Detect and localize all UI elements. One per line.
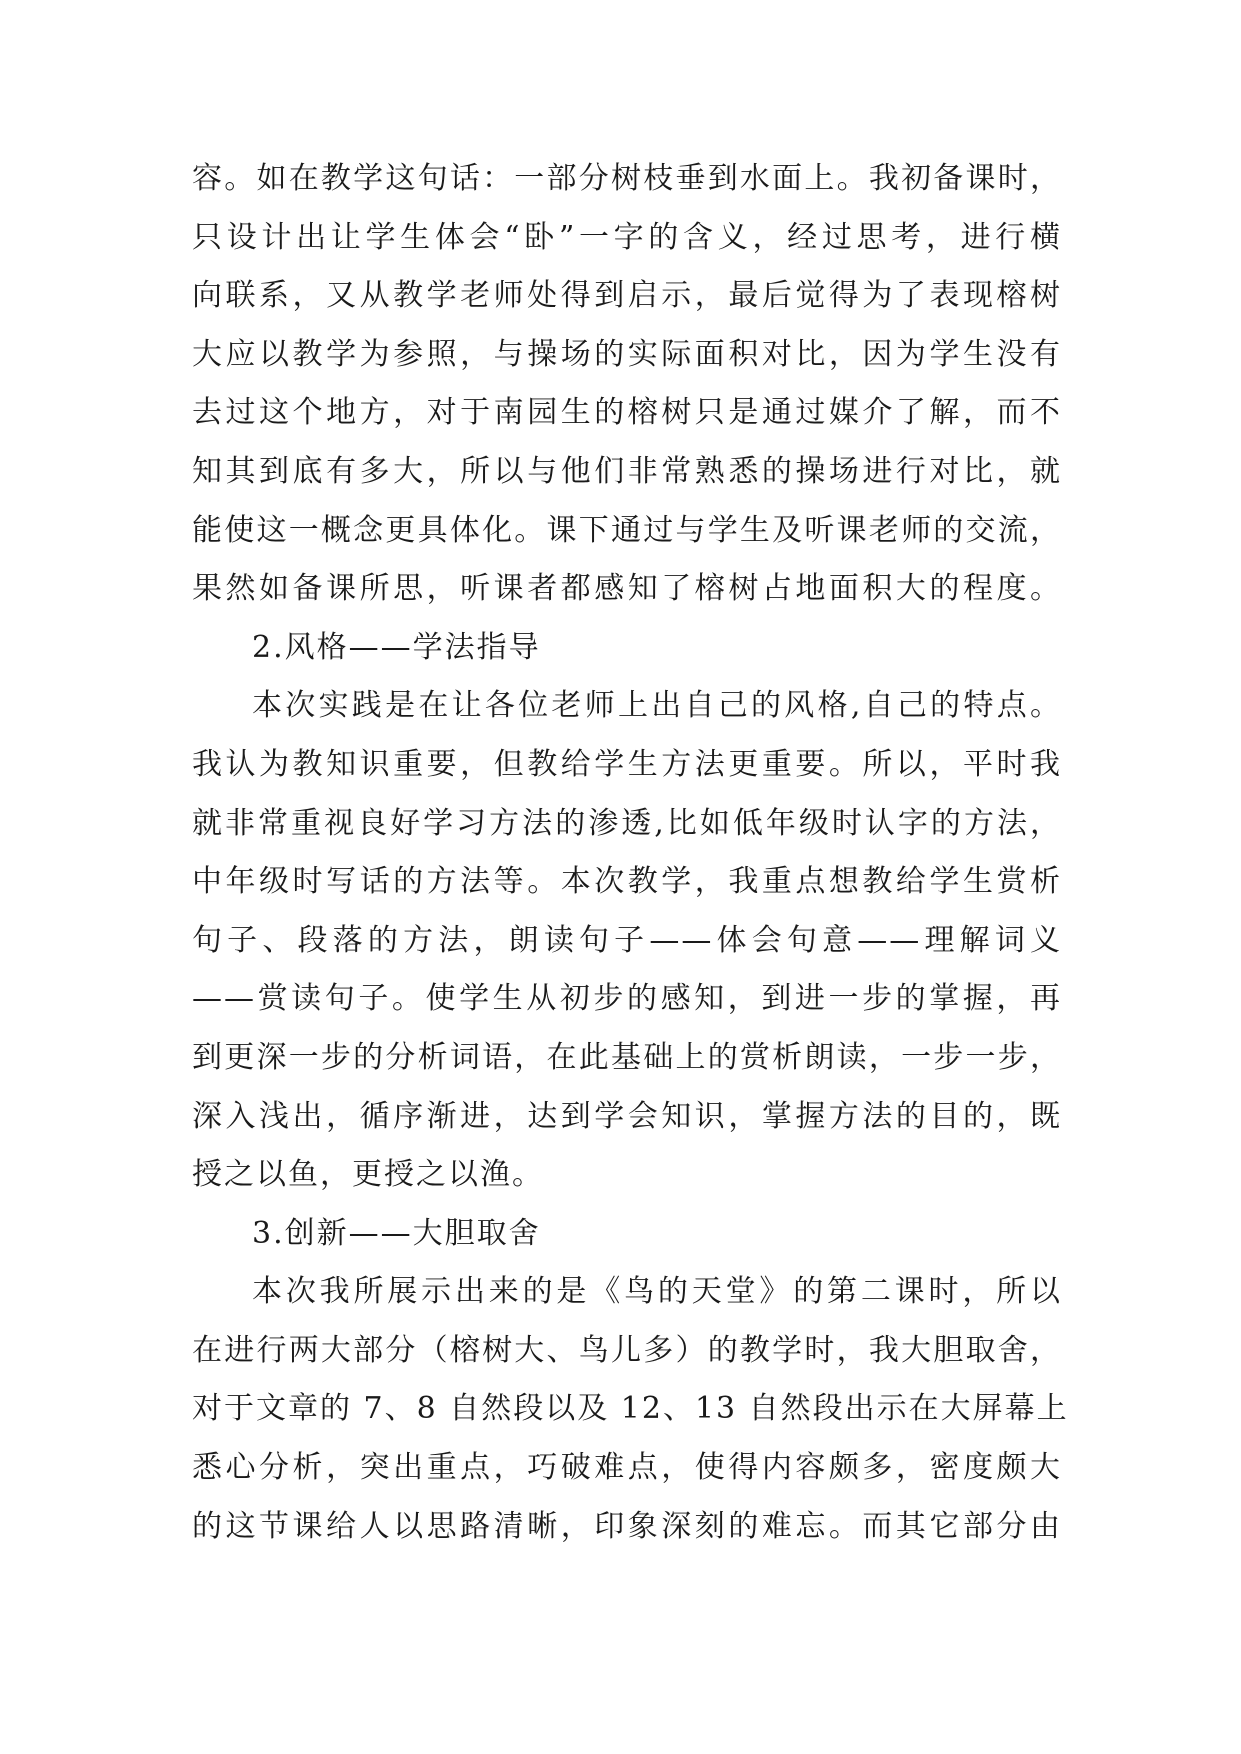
paragraph-start-line: 本次我所展示出来的是《鸟的天堂》的第二课时，所以 xyxy=(252,1274,1062,1310)
text-line: 在进行两大部分（榕树大、鸟儿多）的教学时，我大胆取舍， xyxy=(192,1332,1062,1368)
text-line: 授之以鱼，更授之以渔。 xyxy=(192,1157,544,1193)
paragraph-start-line: 2.风格——学法指导 xyxy=(252,629,541,665)
text-line: 容。如在教学这句话：一部分树枝垂到水面上。我初备课时， xyxy=(192,161,1062,196)
paragraph-start-line: 3.创新——大胆取舍 xyxy=(252,1215,541,1251)
text-line: 我认为教知识重要，但教给学生方法更重要。所以，平时我 xyxy=(192,746,1062,782)
text-line: 对于文章的 7、8 自然段以及 12、13 自然段出示在大屏幕上 xyxy=(192,1391,1069,1427)
text-line: 深入浅出，循序渐进，达到学会知识，掌握方法的目的，既 xyxy=(192,1098,1062,1134)
paragraph-start-line: 本次实践是在让各位老师上出自己的风格,自己的特点。 xyxy=(252,688,1062,724)
text-line: 去过这个地方，对于南园生的榕树只是通过媒介了解，而不 xyxy=(192,395,1062,431)
text-line: 的这节课给人以思路清晰，印象深刻的难忘。而其它部分由 xyxy=(192,1508,1062,1544)
text-line: 悉心分析，突出重点，巧破难点，使得内容颇多，密度颇大 xyxy=(192,1450,1062,1486)
text-line: ——赏读句子。使学生从初步的感知，到进一步的掌握，再 xyxy=(192,981,1062,1017)
text-line: 能使这一概念更具体化。课下通过与学生及听课老师的交流， xyxy=(192,512,1062,548)
text-line: 就非常重视良好学习方法的渗透,比如低年级时认字的方法， xyxy=(192,805,1062,841)
text-line: 只设计出让学生体会“卧”一字的含义，经过思考，进行横 xyxy=(192,219,1062,255)
body-text xyxy=(192,150,1069,1556)
text-line: 中年级时写话的方法等。本次教学，我重点想教给学生赏析 xyxy=(192,864,1062,900)
text-line: 知其到底有多大，所以与他们非常熟悉的操场进行对比，就 xyxy=(192,453,1062,489)
text-line: 向联系，又从教学老师处得到启示，最后觉得为了表现榕树 xyxy=(192,278,1062,314)
text-line: 大应以教学为参照，与操场的实际面积对比，因为学生没有 xyxy=(192,336,1062,372)
text-line: 到更深一步的分析词语，在此基础上的赏析朗读，一步一步， xyxy=(192,1039,1062,1075)
text-line: 句子、段落的方法，朗读句子——体会句意——理解词义 xyxy=(192,922,1062,958)
text-line: 果然如备课所思，听课者都感知了榕树占地面积大的程度。 xyxy=(192,571,1062,607)
